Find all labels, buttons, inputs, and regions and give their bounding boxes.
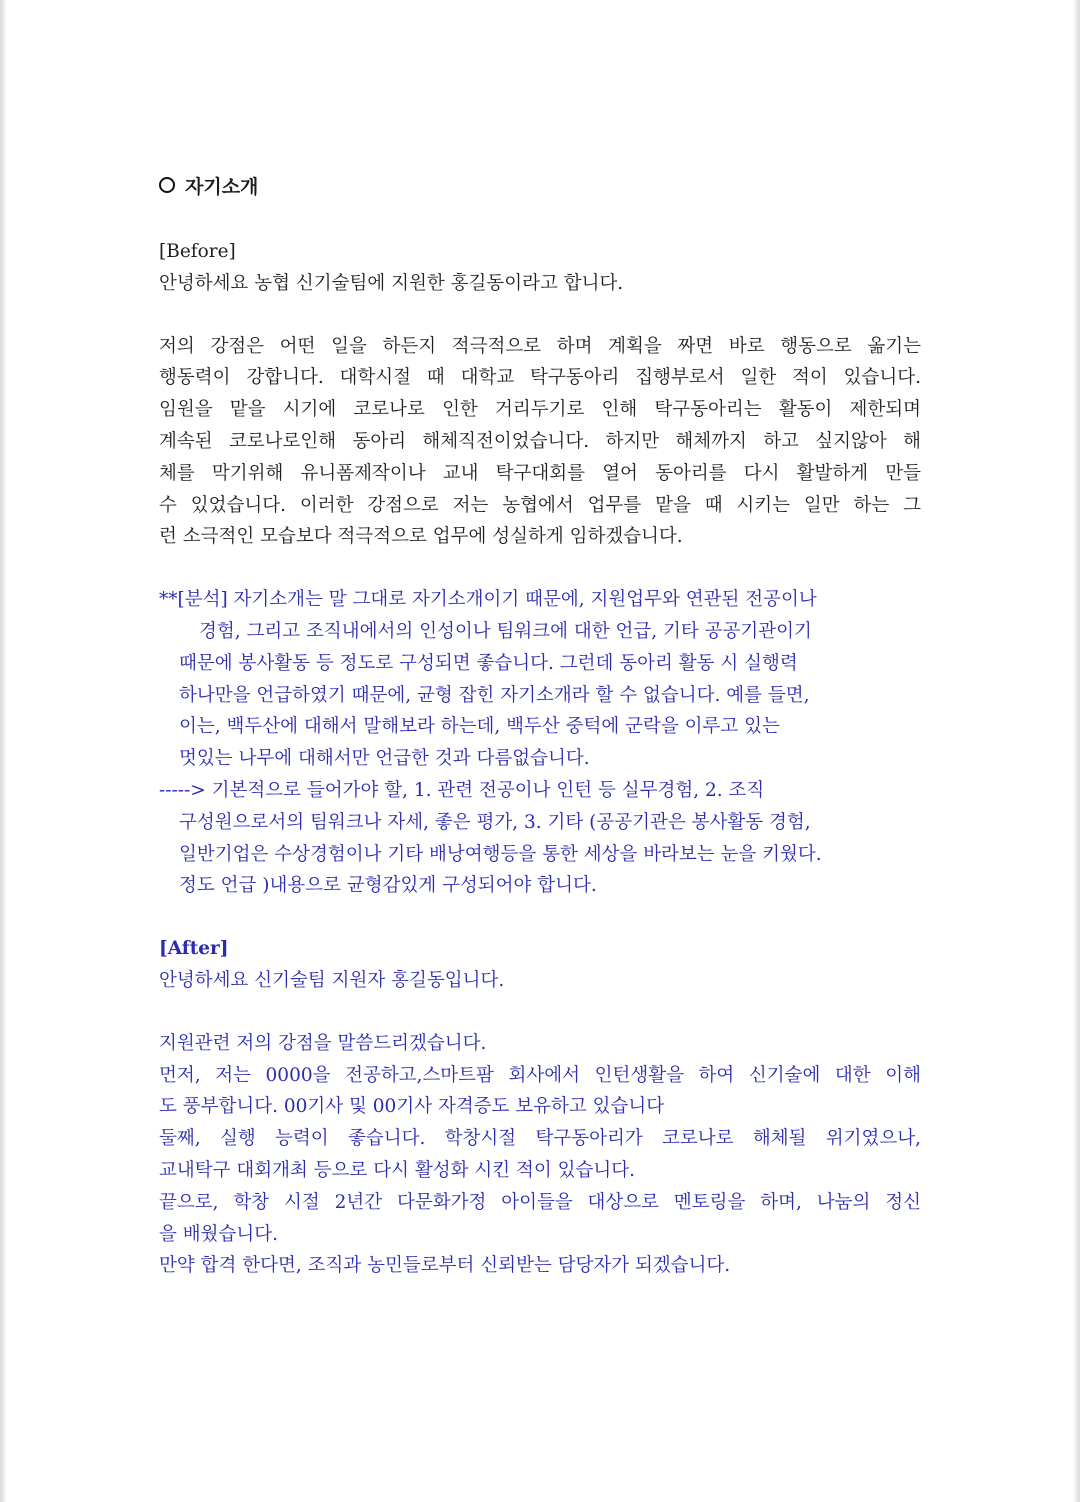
- analysis-line: -----> 기본적으로 들어가야 할, 1. 관련 전공이나 인턴 등 실무경험, 2. 조직: [159, 779, 765, 801]
- after-label: [After]: [159, 938, 229, 960]
- circle-bullet-icon: [159, 177, 175, 193]
- analysis-line: 경험, 그리고 조직내에서의 인성이나 팀워크에 대한 언급, 기타 공공기관이기: [199, 620, 812, 642]
- after-body-line: 먼저, 저는 0000을 전공하고,스마트팜 회사에서 인턴생활을 하여 신기술에 대한 이해: [159, 1064, 921, 1086]
- after-body-line: 둘째, 실행 능력이 좋습니다. 학창시절 탁구동아리가 코로나로 해체될 위기였으나,: [159, 1128, 921, 1150]
- before-body-line: 행동력이 강합니다. 대학시절 때 대학교 탁구동아리 집행부로서 일한 적이 있습니다.: [159, 367, 921, 389]
- before-body-line: 저의 강점은 어떤 일을 하든지 적극적으로 하며 계획을 짜면 바로 행동으로 옮기는: [159, 335, 921, 357]
- analysis-line: **[분석] 자기소개는 말 그대로 자기소개이기 때문에, 지원업무와 연관된 전공이나: [159, 589, 817, 611]
- after-intro: 안녕하세요 신기술팀 지원자 홍길동입니다.: [159, 969, 505, 991]
- before-body-line: 수 있었습니다. 이러한 강점으로 저는 농협에서 업무를 맡을 때 시키는 일만 하는 그: [159, 494, 921, 516]
- spacer: [159, 553, 921, 584]
- section-heading-text: 자기소개: [185, 175, 259, 198]
- before-intro: 안녕하세요 농협 신기술팀에 지원한 홍길동이라고 합니다.: [159, 272, 624, 294]
- analysis-line: 구성원으로서의 팀워크나 자세, 좋은 평가, 3. 기타 (공공기관은 봉사활동 경험,: [179, 811, 811, 833]
- after-body-line: 지원관련 저의 강점을 말씀드리겠습니다.: [159, 1032, 487, 1054]
- before-label: [Before]: [159, 241, 236, 262]
- before-body-line: 계속된 코로나로인해 동아리 해체직전이었습니다. 하지만 해체까지 하고 싶지않아 해: [159, 430, 921, 452]
- page-edge-right: [1073, 0, 1080, 1502]
- before-body-line: 런 소극적인 모습보다 적극적으로 업무에 성실하게 임하겠습니다.: [159, 526, 683, 548]
- section-heading: [159, 170, 921, 200]
- after-body-line: 을 배웠습니다.: [159, 1223, 278, 1245]
- analysis-line: 때문에 봉사활동 등 정도로 구성되면 좋습니다. 그런데 동아리 활동 시 실행력: [179, 652, 798, 674]
- before-body-line: 임원을 맡을 시기에 코로나로 인한 거리두기로 인해 탁구동아리는 활동이 제한되며: [159, 399, 921, 421]
- after-body-line: 만약 합격 한다면, 조직과 농민들로부터 신뢰받는 담당자가 되겠습니다.: [159, 1255, 731, 1277]
- after-body-line: 교내탁구 대회개최 등으로 다시 활성화 시킨 적이 있습니다.: [159, 1159, 635, 1181]
- before-body-line: 체를 막기위해 유니폼제작이나 교내 탁구대회를 열어 동아리를 다시 활발하게 만들: [159, 462, 921, 484]
- after-body-line: 도 풍부합니다. 00기사 및 00기사 자격증도 보유하고 있습니다: [159, 1096, 665, 1118]
- after-body-line: 끝으로, 학창 시절 2년간 다문화가정 아이들을 대상으로 멘토링을 하며, 나눔의 정신: [159, 1191, 921, 1213]
- analysis-line: 하나만을 언급하였기 때문에, 균형 잡힌 자기소개라 할 수 없습니다. 예를 들면,: [179, 684, 810, 706]
- analysis-line: 정도 언급 )내용으로 균형감있게 구성되어야 합니다.: [179, 875, 597, 897]
- spacer: [159, 300, 921, 331]
- analysis-line: 일반기업은 수상경험이나 기타 배낭여행등을 통한 세상을 바라보는 눈을 키웠다.: [179, 843, 822, 865]
- analysis-line: 이는, 백두산에 대해서 말해보라 하는데, 백두산 중턱에 군락을 이루고 있는: [179, 716, 780, 738]
- spacer: [159, 902, 921, 933]
- spacer: [159, 997, 921, 1028]
- analysis-line: 멋있는 나무에 대해서만 언급한 것과 다름없습니다.: [179, 748, 590, 770]
- document-body: [159, 170, 921, 1282]
- page-edge-left: [0, 0, 7, 1502]
